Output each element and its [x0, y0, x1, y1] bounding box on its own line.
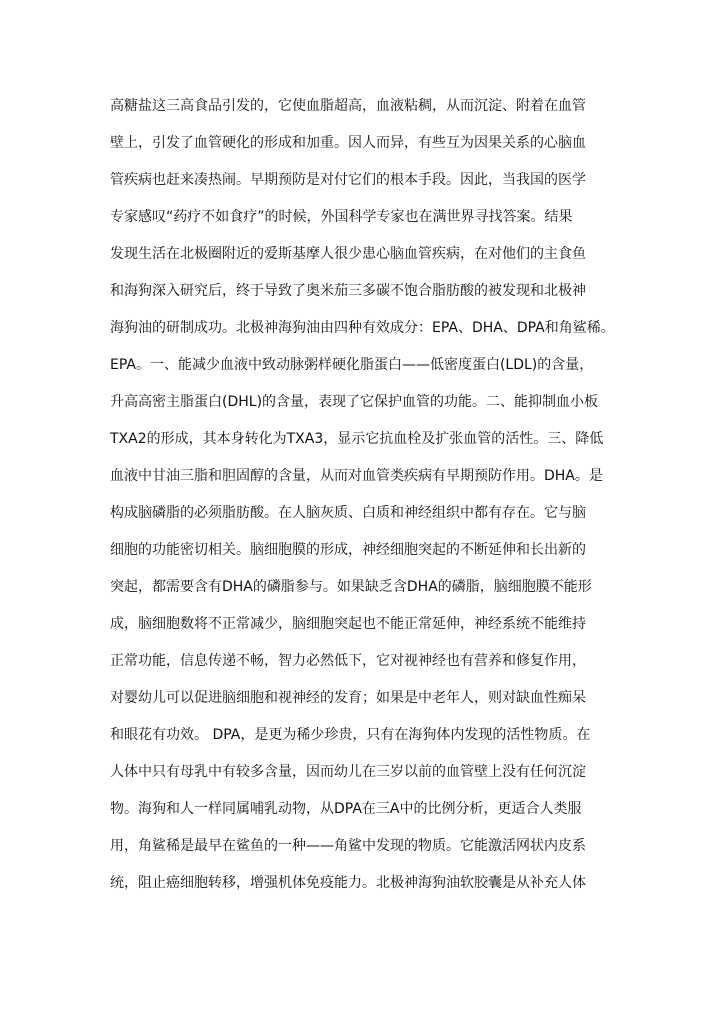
text-line: 发现生活在北极圈附近的爱斯基摩人很少患心脑血管疾病，在对他们的主食鱼: [110, 246, 586, 262]
text-line: 对婴幼儿可以促进脑细胞和视神经的发育；如果是中老年人，则对缺血性痴呆: [110, 690, 586, 706]
text-line: 壁上，引发了血管硬化的形成和加重。因人而异，有些互为因果关系的心脑血: [110, 135, 586, 151]
text-line: 血液中甘油三脂和胆固醇的含量，从而对血管类疾病有早期预防作用。DHA。是: [110, 468, 603, 484]
text-line: 细胞的功能密切相关。脑细胞膜的形成，神经细胞突起的不断延伸和长出新的: [110, 542, 586, 558]
text-line: 成，脑细胞数将不正常减少，脑细胞突起也不能正常延伸，神经系统不能维持: [110, 616, 586, 632]
text-line: 升高高密主脂蛋白(DHL)的含量，表现了它保护血管的功能。二、能抑制血小板: [110, 394, 599, 410]
text-line: 和眼花有功效。 DPA，是更为稀少珍贵，只有在海狗体内发现的活性物质。在: [110, 727, 591, 743]
text-line: 海狗油的研制成功。北极神海狗油由四种有效成分：EPA、DHA、DPA和角鲨稀。: [110, 320, 615, 336]
text-line: 管疾病也赶来凑热闹。早期预防是对付它们的根本手段。因此，当我国的医学: [110, 172, 586, 188]
text-line: 用，角鲨稀是最早在鲨鱼的一种——角鲨中发现的物质。它能激活网状内皮系: [110, 838, 586, 854]
text-line: 人体中只有母乳中有较多含量，因而幼儿在三岁以前的血管壁上没有任何沉淀: [110, 764, 586, 780]
text-line: EPA。一、能减少血液中致动脉粥样硬化脂蛋白——低密度蛋白(LDL)的含量，: [110, 357, 594, 373]
text-line: 正常功能，信息传递不畅，智力必然低下，它对视神经也有营养和修复作用，: [110, 653, 586, 669]
text-line: 构成脑磷脂的必须脂肪酸。在人脑灰质、白质和神经组织中都有存在。它与脑: [110, 505, 586, 521]
text-line: 物。海狗和人一样同属哺乳动物，从DPA在三A中的比例分析，更适合人类服: [110, 801, 582, 817]
text-line: 和海狗深入研究后，终于导致了奥米茄三多碳不饱合脂肪酸的被发现和北极神: [110, 283, 586, 299]
text-line: 高糖盐这三高食品引发的，它使血脂超高，血液粘稠，从而沉淀、附着在血管: [110, 98, 586, 114]
text-line: 突起，都需要含有DHA的磷脂参与。如果缺乏含DHA的磷脂，脑细胞膜不能形: [110, 579, 592, 595]
text-line: 专家感叹“药疗不如食疗”的时候，外国科学专家也在满世界寻找答案。结果: [110, 209, 573, 225]
text-line: TXA2的形成，其本身转化为TXA3，显示它抗血栓及扩张血管的活性。三、降低: [110, 431, 604, 447]
text-line: 统，阻止癌细胞转移，增强机体免疫能力。北极神海狗油软胶囊是从补充人体: [110, 875, 586, 891]
